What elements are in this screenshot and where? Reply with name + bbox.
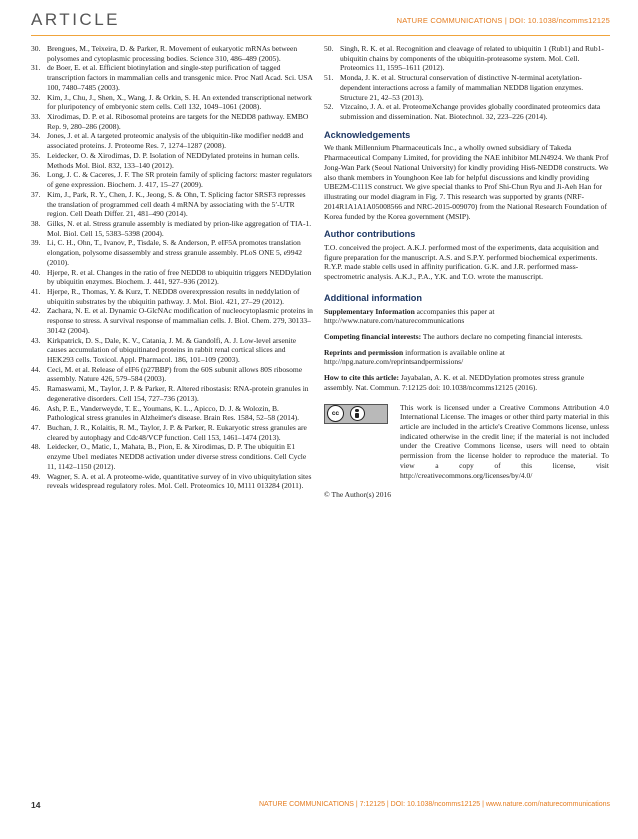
journal-doi-header: NATURE COMMUNICATIONS | DOI: 10.1038/ncomms12125 — [396, 16, 610, 25]
reference-text: Zachara, N. E. et al. Dynamic O-GlcNAc modification of nucleocytoplasmic proteins in response to stress. A survival response of mammalian cells. J. Biol. Chem. 279, 30133–30142 (2004). — [47, 306, 313, 335]
reference-text: Monda, J. K. et al. Structural conservation of distinctive N-terminal acetylation-dependent interactions across a family of mammalian NEDD8 ligation enzymes. Structure 21, 42–53 (2013). — [340, 73, 584, 102]
supplementary-text: accompanies this paper at http://www.nature.com/naturecommunications — [324, 306, 495, 326]
reference-item — [31, 365, 313, 384]
reference-number: 47. — [31, 423, 41, 433]
reference-item — [31, 404, 313, 423]
citation-text: Jayabalan, A. K. et al. NEDDylation promotes stress granule assembly. Nat. Commun. 7:12125 doi: 10.1038/ncomms12125 (2016). — [324, 373, 585, 392]
reference-text: Kirkpatrick, D. S., Dale, K. V., Catania, J. M. & Gandolfi, A. J. Low-level arsenite causes accumulation of ubiquitinated proteins in rabbit renal cortical slices and HEK293 cells. Toxicol. Appl. Pharmacol. 186, 101–109 (2003). — [47, 335, 297, 364]
reprints-text: information is available online at http://npg.nature.com/reprintsandpermissions/ — [324, 347, 505, 367]
reference-number: 36. — [31, 170, 41, 180]
reference-text: Ramaswami, M., Taylor, J. P. & Parker, R. Altered ribostasis: RNA-protein granules in degenerative disorders. Cell 154, 727–736 (2013). — [47, 384, 309, 403]
reprints-label: Reprints and permission — [324, 347, 404, 357]
reference-text: Ceci, M. et al. Release of eIF6 (p27BBP) from the 60S subunit allows 80S ribosome assembly. Nature 426, 579–584 (2003). — [47, 364, 303, 384]
reference-item — [31, 44, 313, 63]
reference-item — [324, 102, 609, 121]
reference-item — [31, 423, 313, 442]
acknowledgements-text: We thank Millennium Pharmaceuticals Inc., a wholly owned subsidiary of Takeda Pharmaceutical Company Limited, for providing the NAE inhibitor MLN4924. We thank Prof Jong-Wan Park (Seoul National University) for kindly providing His6-NEDD8 constructs. We also thank members in Younghoon Kee lab for helpful discussions and kindly providing UBE2M-C111S construct. We give special thanks to Prof Shi-Chun Ryu and Ji-Aeh Han for illustrating our model diagram in Fig. 7. This research was supported by grants (NRF-2014R1A1A1A05008566 and NRC-2015-009070) from the National Research Foundation of Korea funded by the Korea government (MSIP). — [324, 143, 609, 221]
reference-number: 49. — [31, 471, 41, 481]
reprints-info — [324, 348, 609, 367]
reference-text: Brengues, M., Teixeira, D. & Parker, R. Movement of eukaryotic mRNAs between polysomes and cytoplasmic processing bodies. Science 310, 486–489 (2005). — [47, 44, 298, 63]
reference-number: 39. — [31, 238, 41, 248]
reference-number: 48. — [31, 442, 41, 452]
reference-number: 46. — [31, 403, 41, 413]
header-rule — [31, 35, 610, 36]
author-contributions-text: T.O. conceived the project. A.K.J. performed most of the experiments, data acquisition and figure preparation for the manuscript. A.S. and S.P.Y. performed biochemical experiments. R.Y.P. made stable cells used in affinity purification. G.K. and J.R. performed mass-spectrometric analysis. A.K.J., P.A., Y.K. and T.O. wrote the manuscript. — [324, 242, 599, 282]
reference-text: Vizcaíno, J. A. et al. ProteomeXchange provides globally coordinated proteomics data submission and dissemination. Nat. Biotechnol. 32, 223–226 (2014). — [340, 102, 601, 122]
reference-item — [31, 190, 313, 219]
reference-number: 52. — [324, 102, 334, 112]
creative-commons-badge — [324, 404, 388, 424]
reference-item — [31, 384, 313, 403]
reference-number: 34. — [31, 131, 41, 141]
reference-number: 38. — [31, 218, 41, 228]
additional-information-heading: Additional information — [324, 292, 422, 303]
reference-text: Hjerpe, R. et al. Changes in the ratio of free NEDD8 to ubiquitin triggers NEDDylation by ubiquitin enzymes. Biochem. J. 441, 927–936 (2012). — [47, 267, 312, 287]
reference-number: 33. — [31, 112, 41, 122]
journal-section-label: ARTICLE — [31, 10, 120, 29]
reference-number: 41. — [31, 286, 41, 296]
reference-text: Jones, J. et al. A targeted proteomic analysis of the ubiquitin-like modifier nedd8 and associated proteins. J. Proteome Res. 7, 1274–1287 (2008). — [47, 131, 304, 151]
copyright-notice: © The Author(s) 2016 — [324, 490, 392, 500]
reference-text: de Boer, E. et al. Efficient biotinylation and single-step purification of tagged transcription factors in mammalian cells and transgenic mice. Proc Natl Acad. Sci. USA 100, 7480–7485 (2003). — [47, 63, 313, 92]
citation-label: How to cite this article: — [324, 373, 400, 383]
supplementary-label: Supplementary Information — [324, 306, 415, 316]
competing-interests-text: The authors declare no competing financial interests. — [421, 331, 583, 341]
reference-text: Kim, J., Park, R. Y., Chen, J. K., Jeong, S. & Ohn, T. Splicing factor SRSF3 represses the translation of programmed cell death 4 mRNA by associating with the 5′-UTR region. Cell Death Differ. 21, 481–490 (2014). — [47, 189, 306, 219]
reference-number: 42. — [31, 306, 41, 316]
reference-text: Buchan, J. R., Kolaitis, R. M., Taylor, J. P. & Parker, R. Eukaryotic stress granules are cleared by autophagy and Cdc48/VCP function. Cell 153, 1461–1474 (2013). — [47, 423, 307, 442]
reference-number: 45. — [31, 384, 41, 394]
reference-number: 37. — [31, 189, 41, 199]
reference-item — [324, 44, 609, 73]
reference-item — [31, 151, 313, 170]
reference-item — [31, 442, 313, 471]
reference-text: Kim, J., Chu, J., Shen, X., Wang, J. & Orkin, S. H. An extended transcriptional network for pluripotency of embryonic stem cells. Cell 132, 1049–1061 (2008). — [47, 92, 312, 112]
reference-item — [31, 131, 313, 150]
reference-number: 51. — [324, 73, 334, 83]
references-left-column — [31, 44, 313, 491]
reference-item — [324, 73, 609, 102]
reference-number: 31. — [31, 63, 41, 73]
reference-item — [31, 63, 313, 92]
reference-number: 44. — [31, 364, 41, 374]
license-block — [324, 403, 609, 481]
acknowledgements-heading: Acknowledgements — [324, 129, 411, 140]
reference-number: 32. — [31, 92, 41, 102]
reference-text: Ash, P. E., Vanderweyde, T. E., Youmans, K. L., Apicco, D. J. & Wolozin, B. Pathological stress granules in Alzheimer's disease. Brain Res. 1584, 52–58 (2014). — [47, 403, 300, 423]
page-number: 14 — [31, 800, 41, 810]
reference-text: Li, C. H., Ohn, T., Ivanov, P., Tisdale, S. & Anderson, P. eIF5A promotes translation elongation, polysome disassembly and stress granule assembly. PLoS ONE 5, e9942 (2010). — [47, 238, 303, 267]
reference-number: 40. — [31, 267, 41, 277]
supplementary-info — [324, 307, 609, 326]
cc-icon: cc — [327, 405, 344, 422]
reference-number: 43. — [31, 335, 41, 345]
reference-item — [31, 170, 313, 189]
competing-interests-label: Competing financial interests: — [324, 331, 422, 341]
right-column — [324, 44, 609, 500]
reference-text: Hjerpe, R., Thomas, Y. & Kurz, T. NEDD8 overexpression results in neddylation of ubiquitin substrates by the ubiquitin pathway. J. Mol. Biol. 421, 27–29 (2012). — [47, 286, 300, 306]
reference-text: Leidecker, O., Matic, I., Mahata, B., Pion, E. & Xirodimas, D. P. The ubiquitin E1 enzyme Ube1 mediates NEDD8 activation under diverse stress conditions. Cell Cycle 11, 1142–1150 (2012). — [47, 442, 307, 471]
license-text: This work is licensed under a Creative Commons Attribution 4.0 International License. The images or other third party material in this article are included in the article's Creative Commons license, unless indicated otherwise in the credit line; if the material is not included under the Creative Commons license, users will need to obtain permission from the license holder to reproduce the material. To view a copy of this license, visit http://creativecommons.org/licenses/by/4.0/ — [400, 402, 609, 480]
reference-number: 35. — [31, 150, 41, 160]
reference-text: Gilks, N. et al. Stress granule assembly is mediated by prion-like aggregation of TIA-1. Mol. Biol. Cell 15, 5383–5398 (2004). — [47, 218, 312, 238]
reference-item — [31, 219, 313, 238]
reference-text: Wagner, S. A. et al. A proteome-wide, quantitative survey of in vivo ubiquitylation sites reveals widespread regulatory roles. Mol. Cell. Proteomics 10, M111 013284 (2011). — [47, 471, 312, 491]
reference-text: Singh, R. K. et al. Recognition and cleavage of related to ubiquitin 1 (Rub1) and Rub1-ubiquitin chains by components of the ubiquitin-proteasome system. Mol. Cell. Proteomics 11, 1595–1611 (2012). — [340, 44, 604, 73]
reference-text: Xirodimas, D. P. et al. Ribosomal proteins are targets for the NEDD8 pathway. EMBO Rep. 9, 280–286 (2008). — [47, 112, 309, 131]
reference-item — [31, 472, 313, 491]
reference-text: Long, J. C. & Caceres, J. F. The SR protein family of splicing factors: master regulators of gene expression. Biochem. J. 417, 15–27 (2009). — [47, 170, 312, 190]
competing-interests — [324, 332, 609, 342]
reference-text: Leidecker, O. & Xirodimas, D. P. Isolation of NEDDylated proteins in human cells. Methods Mol. Biol. 832, 133–140 (2012). — [47, 150, 300, 170]
reference-item — [31, 287, 313, 306]
citation-info — [324, 373, 609, 392]
reference-item — [31, 112, 313, 131]
footer-journal-info: NATURE COMMUNICATIONS | 7:12125 | DOI: 10.1038/ncomms12125 | www.nature.com/naturecommunications — [258, 801, 610, 808]
author-contributions-heading: Author contributions — [324, 229, 416, 240]
reference-item — [31, 268, 313, 287]
reference-item — [31, 238, 313, 267]
reference-number: 30. — [31, 44, 41, 53]
reference-item — [31, 306, 313, 335]
reference-number: 50. — [324, 44, 334, 53]
reference-item — [31, 336, 313, 365]
attribution-person-icon — [350, 406, 365, 421]
reference-item — [31, 93, 313, 112]
